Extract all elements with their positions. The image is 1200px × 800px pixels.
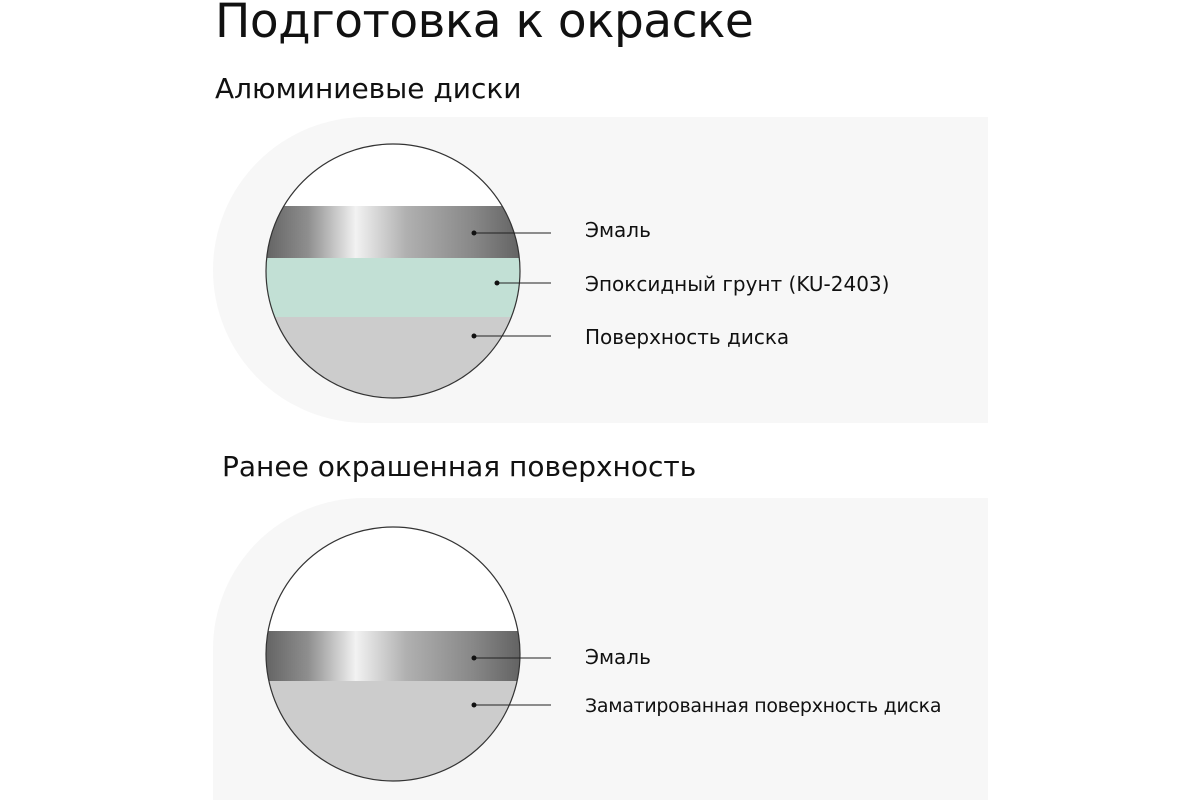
section-2-heading: Ранее окрашенная поверхность (222, 450, 697, 483)
enamel-layer (260, 206, 526, 258)
primer-layer (260, 258, 526, 317)
label-enamel-2: Эмаль (585, 645, 651, 669)
matted-surface-layer (260, 681, 526, 791)
label-disk-surface: Поверхность диска (585, 325, 790, 349)
label-epoxy-primer: Эпоксидный грунт (KU-2403) (585, 272, 890, 296)
section-1-heading: Алюминиевые диски (215, 72, 522, 105)
enamel-layer (260, 631, 526, 681)
label-enamel: Эмаль (585, 218, 651, 242)
page-title: Подготовка к окраске (215, 0, 754, 49)
label-matted-surface: Заматированная поверхность диска (585, 695, 942, 717)
surface-layer (260, 317, 526, 407)
diagram-painted (260, 527, 551, 791)
diagram-aluminum (260, 144, 551, 407)
